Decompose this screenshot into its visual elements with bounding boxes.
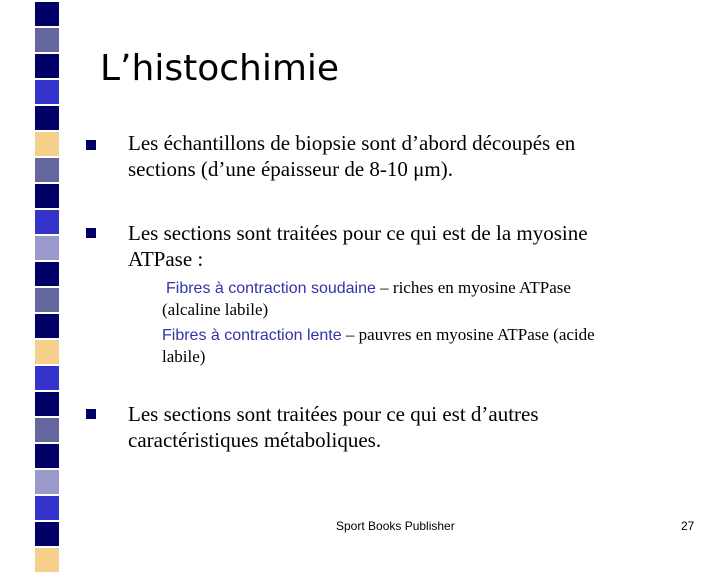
bullet-square-icon	[86, 228, 96, 238]
sub-item-fast-fibres	[162, 277, 682, 320]
sub-item-1-separator: –	[380, 278, 393, 297]
decorative-square	[35, 106, 59, 130]
sub-item-1-label: Fibres à contraction soudaine	[166, 280, 376, 297]
decorative-square	[35, 54, 59, 78]
decorative-square	[35, 418, 59, 442]
bullet-square-icon	[86, 409, 96, 419]
bullet-2	[128, 220, 688, 272]
page-number: 27	[681, 519, 695, 533]
decorative-square	[35, 314, 59, 338]
bullet-1	[128, 130, 688, 182]
bullet-3-line-2: caractéristiques métaboliques.	[128, 428, 382, 452]
decorative-square	[35, 496, 59, 520]
bullet-1-line-1: Les échantillons de biopsie sont d’abord découpés en	[128, 131, 576, 155]
sub-item-2-desc-1: pauvres en myosine ATPase (acide	[358, 325, 595, 344]
decorative-square	[35, 184, 59, 208]
sub-item-1-desc-1: riches en myosine ATPase	[392, 278, 571, 297]
decorative-square	[35, 210, 59, 234]
sub-item-slow-fibres	[162, 324, 682, 367]
slide-title: L’histochimie	[100, 48, 340, 89]
sub-item-2-label: Fibres à contraction lente	[162, 327, 342, 344]
bullet-3-line-1: Les sections sont traitées pour ce qui est d’autres	[128, 402, 539, 426]
decorative-square	[35, 340, 59, 364]
sub-item-2-separator: –	[345, 325, 359, 344]
decorative-square	[35, 548, 59, 572]
decorative-square	[35, 28, 59, 52]
sub-item-1-desc-2: (alcaline labile)	[162, 300, 269, 319]
decorative-square	[35, 288, 59, 312]
decorative-square	[35, 392, 59, 416]
bullet-3	[128, 401, 688, 453]
decorative-square	[35, 132, 59, 156]
sub-item-2-desc-2: labile)	[162, 347, 206, 366]
decorative-square	[35, 366, 59, 390]
decorative-square	[35, 262, 59, 286]
bullet-2-line-1: Les sections sont traitées pour ce qui est de la myosine	[128, 221, 588, 245]
decorative-square	[35, 158, 59, 182]
bullet-1-line-2: sections (d’une épaisseur de 8-10 μm).	[128, 157, 453, 181]
decorative-square	[35, 470, 59, 494]
decorative-square	[35, 522, 59, 546]
decorative-square	[35, 444, 59, 468]
decorative-square	[35, 2, 59, 26]
bullet-2-line-2: ATPase :	[128, 247, 204, 271]
footer-publisher: Sport Books Publisher	[336, 519, 455, 533]
bullet-square-icon	[86, 140, 96, 150]
decorative-square	[35, 236, 59, 260]
decorative-square	[35, 80, 59, 104]
decorative-square-stripe	[30, 0, 64, 540]
